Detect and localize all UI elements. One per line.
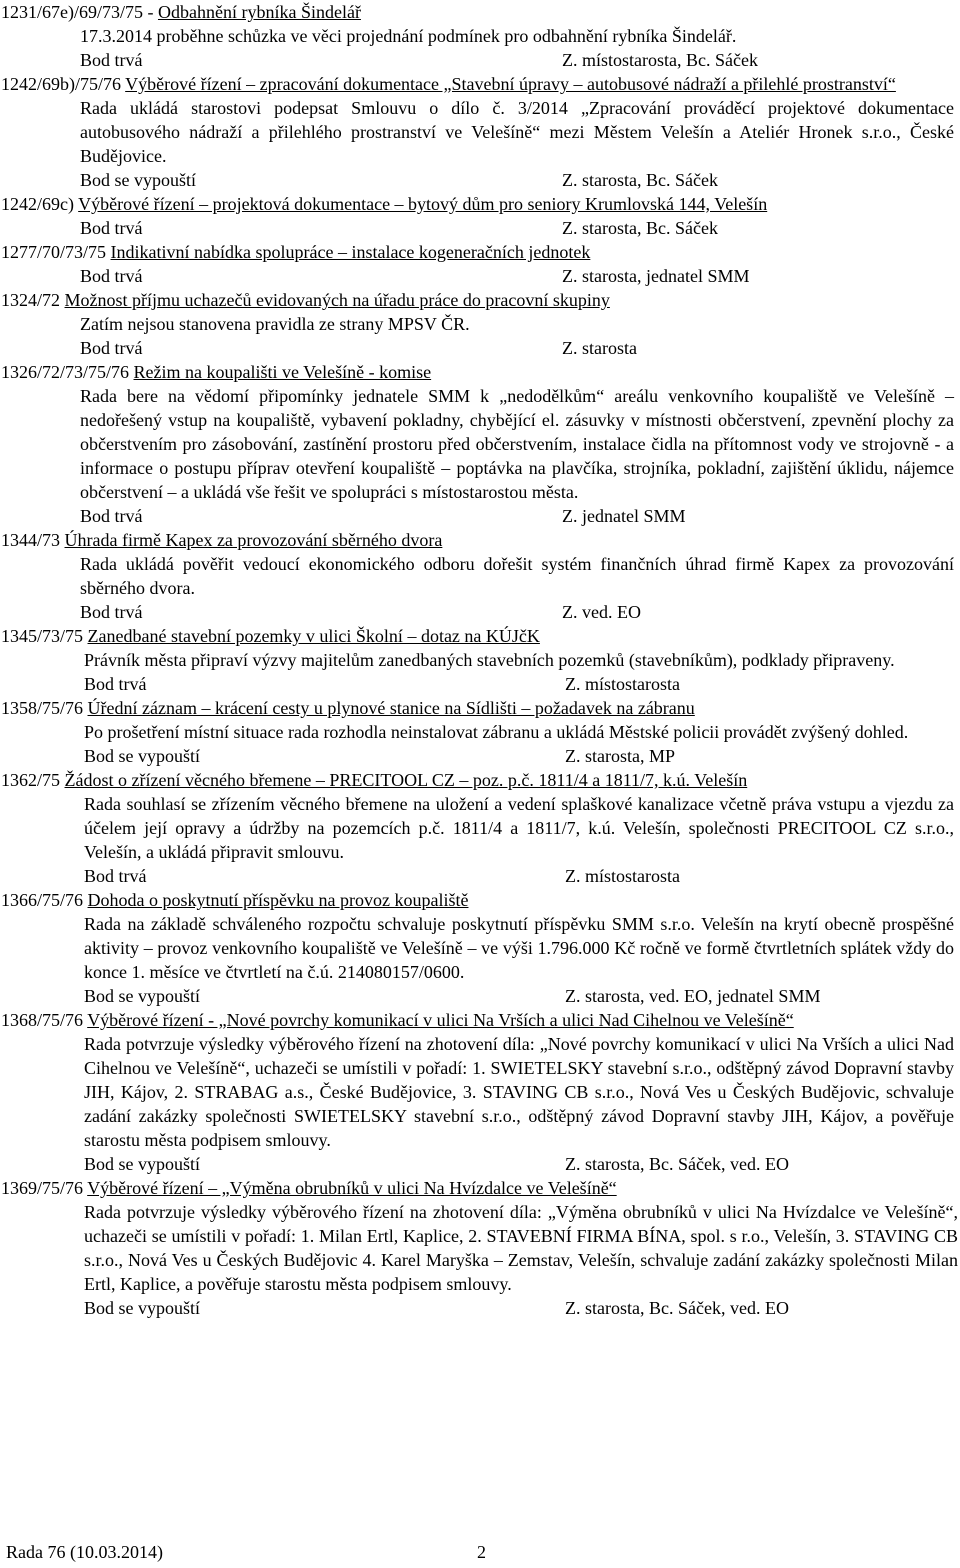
status-label: Bod trvá xyxy=(80,338,143,358)
resolution-heading xyxy=(0,0,960,24)
resolution-text: Po prošetření místní situace rada rozhodla neinstalovat zábranu a ukládá Městské policii provádět zvýšený dohled. xyxy=(84,722,909,742)
resolution-text: Právník města připraví výzvy majitelům zanedbaných stavebních pozemků (stavebníkům), podklady připraveny. xyxy=(84,650,895,670)
resolution-title: Zanedbané stavební pozemky v ulici Školní – dotaz na KÚJčK xyxy=(87,626,540,646)
page-number: 2 xyxy=(477,1542,486,1562)
resolution-title: Výběrové řízení - „Nové povrchy komunikací v ulici Na Vrších a ulici Nad Cihelnou ve Velešíně“ xyxy=(87,1010,794,1030)
resolution-status xyxy=(0,216,960,240)
resolution-heading xyxy=(0,360,960,384)
resolution-number: 1362/75 xyxy=(1,770,65,790)
resolution-title: Odbahnění rybníka Šindelář xyxy=(157,2,361,22)
resolution-heading xyxy=(0,888,960,912)
status-label: Bod trvá xyxy=(80,506,143,526)
resolution-number: 1345/73/75 xyxy=(1,626,88,646)
resolution-number: 1358/75/76 xyxy=(1,698,88,718)
resolution-item xyxy=(0,0,960,72)
status-label: Bod trvá xyxy=(84,674,147,694)
status-label: Bod se vypouští xyxy=(84,986,201,1006)
resolution-status xyxy=(0,504,960,528)
meeting-reference: Rada 76 (10.03.2014) xyxy=(6,1542,163,1562)
resolution-item xyxy=(0,528,960,624)
resolution-heading xyxy=(0,192,960,216)
page-footer xyxy=(6,1540,956,1564)
resolution-status xyxy=(0,672,960,696)
resolution-title: Indikativní nabídka spolupráce – instalace kogeneračních jednotek xyxy=(110,242,591,262)
responsible-person: Z. starosta xyxy=(562,338,637,358)
status-label: Bod trvá xyxy=(80,50,143,70)
resolution-number: 1242/69c) xyxy=(1,194,79,214)
resolution-item xyxy=(0,240,960,288)
resolution-number: 1366/75/76 xyxy=(1,890,88,910)
resolution-text: Rada ukládá starostovi podepsat Smlouvu o dílo č. 3/2014 „Zpracování prováděcí projektové dokumentace autobusového nádraží a přilehlého prostranství ve Velešíně“ mezi Městem Velešín a Ateliér Hronek s.r.o., České Budějovice. xyxy=(80,98,954,166)
status-label: Bod se vypouští xyxy=(84,1154,201,1174)
resolution-heading xyxy=(0,288,960,312)
resolution-item xyxy=(0,1176,960,1320)
resolution-item xyxy=(0,768,960,888)
resolution-status xyxy=(0,264,960,288)
resolution-status xyxy=(0,984,960,1008)
resolution-item xyxy=(0,288,960,360)
responsible-person: Z. starosta, Bc. Sáček xyxy=(562,218,718,238)
resolution-text: Rada potvrzuje výsledky výběrového řízení na zhotovení díla: „Nové povrchy komunikací v ulici Na Vrších a ulici Nad Cihelnou ve Velešíně“, uchazeči se umístili v pořadí: 1. SWIETELSKY stavební s.r.o., odštěpný závod Dopravní stavby JIH, Kájov, 2. STRABAG a.s., České Budějovice, 3. STAVING CB s.r.o., Nová Ves u Českých Budějovic, schvaluje zadání zakázky společnosti SWIETELSKY stavební s.r.o., odštěpný závod Dopravní stavby JIH, Kájov, a pověřuje starostu města podpisem smlouvy. xyxy=(84,1034,954,1150)
resolution-text: Zatím nejsou stanovena pravidla ze strany MPSV ČR. xyxy=(80,314,470,334)
resolution-title: Dohoda o poskytnutí příspěvku na provoz koupaliště xyxy=(87,890,469,910)
responsible-person: Z. starosta, MP xyxy=(565,746,675,766)
resolution-status xyxy=(0,864,960,888)
responsible-person: Z. jednatel SMM xyxy=(562,506,686,526)
resolution-status xyxy=(0,48,960,72)
resolution-text: Rada ukládá pověřit vedoucí ekonomického odboru dořešit systém finančních úhrad firmě Kapex za provozování sběrného dvora. xyxy=(80,554,954,598)
responsible-person: Z. místostarosta xyxy=(565,866,680,886)
resolution-heading xyxy=(0,72,960,96)
resolution-title: Výběrové řízení – projektová dokumentace – bytový dům pro seniory Krumlovská 144, Velešín xyxy=(78,194,768,214)
status-label: Bod se vypouští xyxy=(84,1298,201,1318)
status-label: Bod trvá xyxy=(80,602,143,622)
responsible-person: Z. místostarosta, Bc. Sáček xyxy=(562,50,758,70)
responsible-person: Z. starosta, Bc. Sáček, ved. EO xyxy=(565,1154,789,1174)
resolution-heading xyxy=(0,696,960,720)
resolution-item xyxy=(0,696,960,768)
resolution-heading xyxy=(0,240,960,264)
responsible-person: Z. místostarosta xyxy=(565,674,680,694)
resolution-title: Režim na koupališti ve Velešíně - komise xyxy=(133,362,432,382)
resolution-status xyxy=(0,1296,960,1320)
resolution-number: 1368/75/76 xyxy=(1,1010,88,1030)
responsible-person: Z. starosta, jednatel SMM xyxy=(562,266,750,286)
resolution-title: Žádost o zřízení věcného břemene – PRECITOOL CZ – poz. p.č. 1811/4 a 1811/7, k.ú. Velešín xyxy=(64,770,748,790)
resolution-number: 1326/72/73/75/76 xyxy=(1,362,134,382)
resolution-number: 1231/67e)/69/73/75 - xyxy=(1,2,158,22)
responsible-person: Z. starosta, Bc. Sáček, ved. EO xyxy=(565,1298,789,1318)
resolution-item xyxy=(0,1008,960,1176)
resolution-text: Rada souhlasí se zřízením věcného břemene na uložení a vedení splaškové kanalizace včetně práva vstupu a vjezdu za účelem její opravy a údržby na pozemcích p.č. 1811/4 a 1811/7, k.ú. Velešín, společnosti PRECITOOL CZ s.r.o., Velešín, a ukládá připravit smlouvu. xyxy=(84,794,954,862)
status-label: Bod se vypouští xyxy=(84,746,201,766)
resolution-item xyxy=(0,624,960,696)
resolution-number: 1344/73 xyxy=(1,530,65,550)
resolution-title: Úřední záznam – krácení cesty u plynové stanice na Sídlišti – požadavek na zábranu xyxy=(87,698,695,718)
responsible-person: Z. starosta, ved. EO, jednatel SMM xyxy=(565,986,821,1006)
status-label: Bod se vypouští xyxy=(80,170,197,190)
resolution-heading xyxy=(0,768,960,792)
resolution-item xyxy=(0,192,960,240)
resolution-number: 1242/69b)/75/76 xyxy=(1,74,126,94)
resolution-status xyxy=(0,1152,960,1176)
resolution-title: Výběrové řízení – „Výměna obrubníků v ulici Na Hvízdalce ve Velešíně“ xyxy=(87,1178,617,1198)
resolution-heading xyxy=(0,528,960,552)
resolution-item xyxy=(0,360,960,528)
resolution-status xyxy=(0,336,960,360)
resolution-number: 1277/70/73/75 xyxy=(1,242,111,262)
resolution-status xyxy=(0,168,960,192)
resolution-item xyxy=(0,72,960,192)
status-label: Bod trvá xyxy=(80,218,143,238)
resolution-title: Výběrové řízení – zpracování dokumentace „Stavební úpravy – autobusové nádraží a přilehlé prostranství“ xyxy=(125,74,896,94)
resolution-status xyxy=(0,744,960,768)
resolution-text: Rada na základě schváleného rozpočtu schvaluje poskytnutí příspěvku SMM s.r.o. Velešín na krytí obecně prospěšné aktivity – provoz venkovního koupaliště ve Velešíně – ve výši 1.796.000 Kč ročně ve formě čtvrtletních splátek vždy do konce 1. měsíce ve čtvrtletí na č.ú. 214080157/0600. xyxy=(84,914,954,982)
resolution-heading xyxy=(0,1008,960,1032)
resolution-status xyxy=(0,600,960,624)
status-label: Bod trvá xyxy=(80,266,143,286)
status-label: Bod trvá xyxy=(84,866,147,886)
resolution-item xyxy=(0,888,960,1008)
resolution-number: 1324/72 xyxy=(1,290,65,310)
responsible-person: Z. ved. EO xyxy=(562,602,641,622)
resolution-number: 1369/75/76 xyxy=(1,1178,88,1198)
resolution-heading xyxy=(0,1176,960,1200)
resolution-title: Možnost příjmu uchazečů evidovaných na úřadu práce do pracovní skupiny xyxy=(64,290,610,310)
resolution-text: 17.3.2014 proběhne schůzka ve věci projednání podmínek pro odbahnění rybníka Šindelář. xyxy=(80,26,737,46)
resolution-heading xyxy=(0,624,960,648)
resolution-title: Úhrada firmě Kapex za provozování sběrného dvora xyxy=(64,530,443,550)
responsible-person: Z. starosta, Bc. Sáček xyxy=(562,170,718,190)
resolution-text: Rada potvrzuje výsledky výběrového řízení na zhotovení díla: „Výměna obrubníků v ulici Na Hvízdalce ve Velešíně“, uchazeči se umístili v pořadí: 1. Milan Ertl, Kaplice, 2. STAVEBNÍ FIRMA BÍNA, spol. s r.o., Velešín, 3. STAVING CB s.r.o., Nová Ves u Českých Budějovic 4. Karel Maryška – Zemstav, Velešín, schvaluje zadání zakázky společnosti Milan Ertl, Kaplice, a pověřuje starostu města podpisem smlouvy. xyxy=(84,1202,958,1294)
resolution-text: Rada bere na vědomí připomínky jednatele SMM k „nedodělkům“ areálu venkovního koupaliště ve Velešíně – nedořešený vstup na koupaliště, vybavení pokladny, chybějící el. zásuvky v místnosti občerstvení, zpevnění plochy za občerstvením pro zásobování, zastínění prostoru před občerstvením, instalace čidla na přítomnost vody ve strojovně - a informace o postupu příprav otevření koupaliště – poptávka na plavčíka, strojníka, pokladní, zajištění úklidu, nájemce občerstvení – a ukládá vše řešit ve spolupráci s místostarostou města. xyxy=(80,386,954,502)
